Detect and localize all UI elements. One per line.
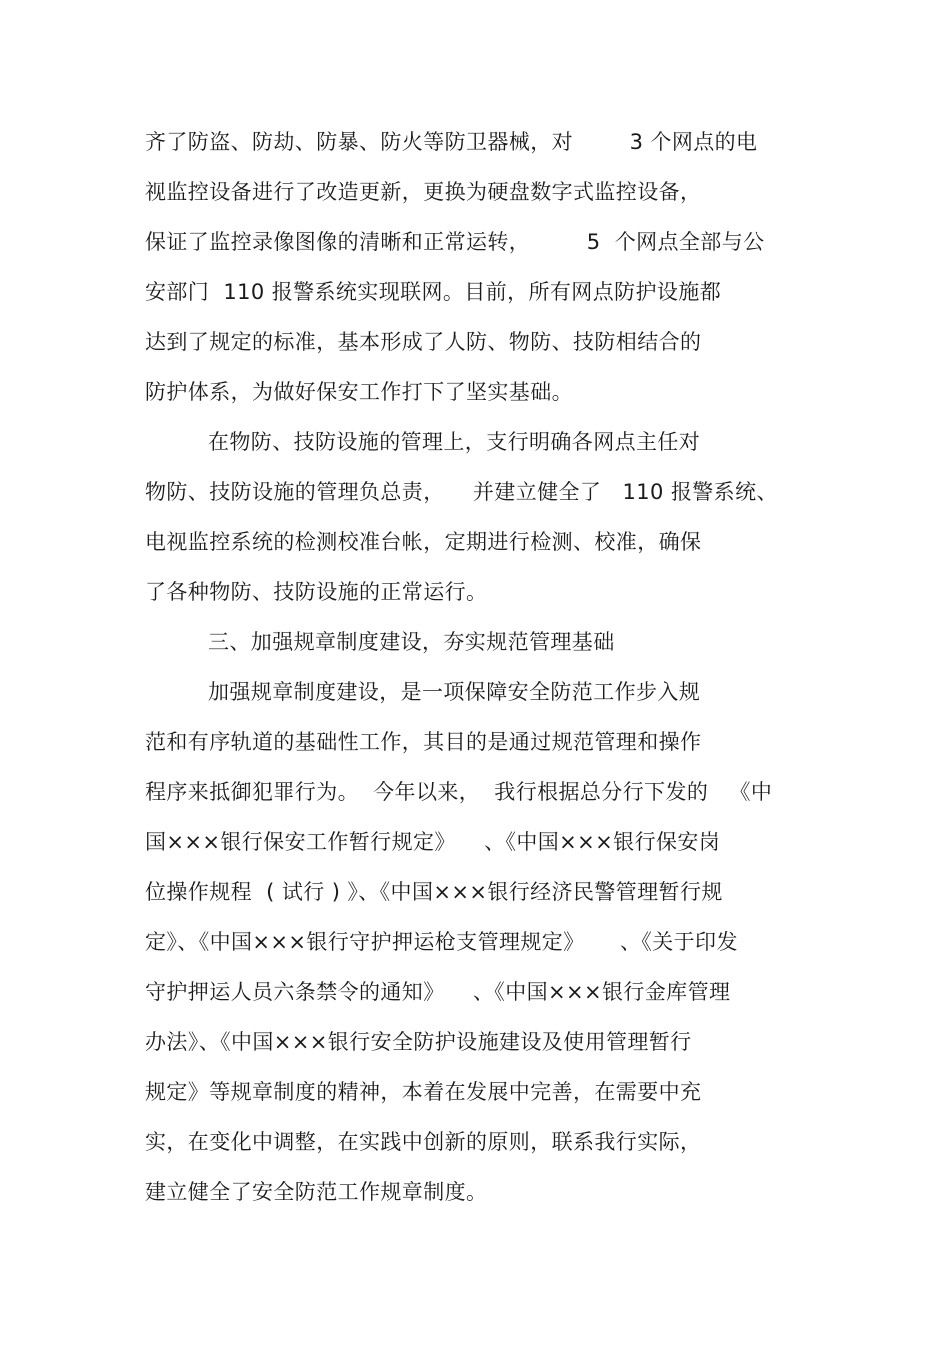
text-line: 齐了防盗、防劫、防暴、防火等防卫器械，对 3 个网点的电 [145, 130, 758, 154]
text-line: 视监控设备进行了改造更新，更换为硬盘数字式监控设备， [145, 180, 702, 204]
text-line: 国×××银行保安工作暂行规定》 、《中国×××银行保安岗 [145, 830, 721, 854]
text-line: 电视监控系统的检测校准台帐，定期进行检测、校准，确保 [145, 530, 702, 554]
text-line: 守护押运人员六条禁令的通知》 、《中国×××银行金库管理 [145, 980, 731, 1004]
section-heading: 三、加强规章制度建设，夯实规范管理基础 [208, 630, 615, 654]
text-line: 范和有序轨道的基础性工作，其目的是通过规范管理和操作 [145, 730, 702, 754]
text-line: 达到了规定的标准，基本形成了人防、物防、技防相结合的 [145, 330, 702, 354]
text-line: 物防、技防设施的管理负总责， 并建立健全了 110 报警系统、 [145, 480, 778, 504]
text-line: 程序来抵御犯罪行为。 今年以来， 我行根据总分行下发的 《中 [145, 780, 773, 804]
paragraph-first-line: 在物防、技防设施的管理上，支行明确各网点主任对 [208, 430, 701, 454]
text-line: 保证了监控录像图像的清晰和正常运转， 5 个网点全部与公 [145, 230, 765, 254]
text-line: 安部门 110 报警系统实现联网。目前，所有网点防护设施都 [145, 280, 722, 304]
text-line: 定》、《中国×××银行守护押运枪支管理规定》 、《关于印发 [145, 930, 738, 954]
text-line: 规定》等规章制度的精神，本着在发展中完善，在需要中充 [145, 1080, 702, 1104]
text-line: 了各种物防、技防设施的正常运行。 [145, 580, 488, 604]
paragraph-first-line: 加强规章制度建设，是一项保障安全防范工作步入规 [208, 680, 701, 704]
text-line: 建立健全了安全防范工作规章制度。 [145, 1180, 488, 1204]
text-line: 位操作规程 ( 试行 ) 》、《中国×××银行经济民警管理暂行规 [145, 880, 723, 904]
text-line: 防护体系，为做好保安工作打下了坚实基础。 [145, 380, 573, 404]
text-line: 办法》、《中国×××银行安全防护设施建设及使用管理暂行 [145, 1030, 692, 1054]
text-line: 实，在变化中调整，在实践中创新的原则，联系我行实际， [145, 1130, 702, 1154]
